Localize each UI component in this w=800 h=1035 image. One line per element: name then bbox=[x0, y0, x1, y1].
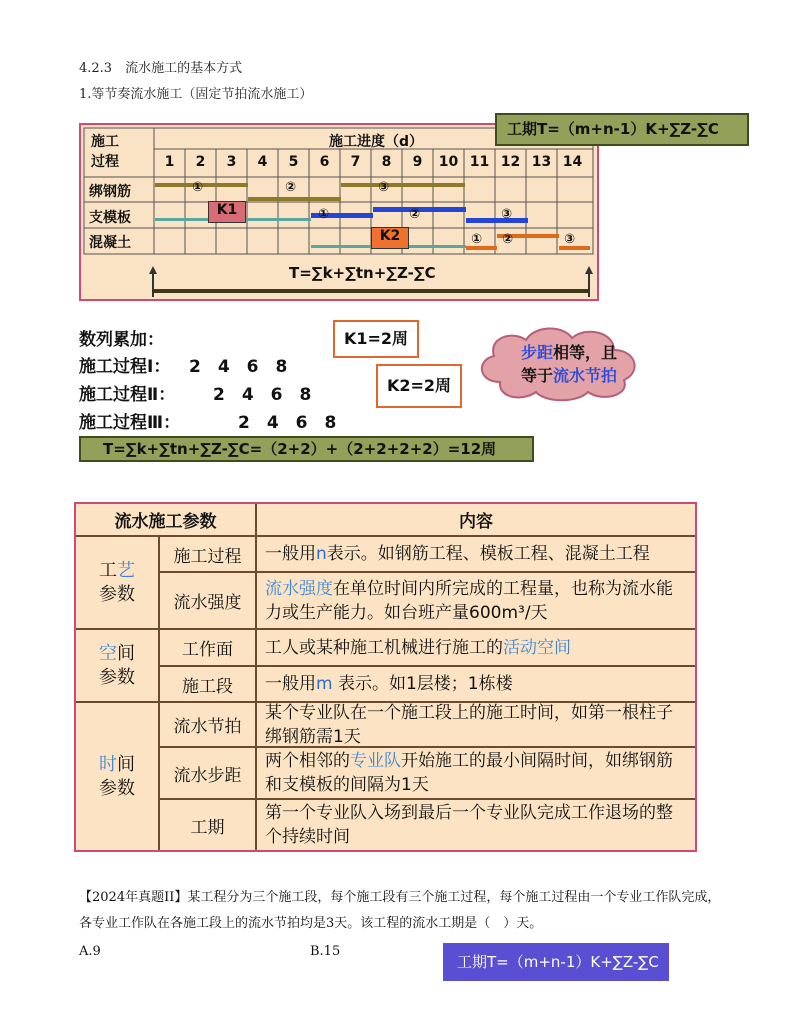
rebar-segment-1-marker: ① bbox=[192, 180, 204, 195]
exam-question: 【2024年真题II】某工程分为三个施工段，每个施工段有三个施工过程，每个施工过程由一个专业工作队完成，各专业工作队在各施工段上的流水节拍均是3天。该工程的流水工期是（ ）天。 bbox=[79, 890, 721, 931]
r1-a: 一般用 bbox=[265, 544, 316, 564]
formwork-segment-1-marker: ① bbox=[318, 207, 330, 222]
param-name-step: 流水步距 bbox=[160, 748, 257, 800]
group-process-params bbox=[76, 537, 160, 630]
section-heading: 4.2.3 流水施工的基本方式 bbox=[79, 61, 243, 76]
day-number: 8 bbox=[381, 154, 392, 170]
param-name-workface: 工作面 bbox=[160, 630, 257, 667]
cloud-note bbox=[499, 341, 639, 387]
day-number: 2 bbox=[195, 154, 206, 170]
total-duration-formula: T=∑k+∑tn+∑Z-∑C bbox=[289, 264, 436, 282]
day-number: 13 bbox=[531, 154, 552, 170]
option-a: A.9 bbox=[79, 944, 101, 959]
rebar-bar-2 bbox=[248, 197, 341, 201]
r2-b: 在单位时间内所完成的工程量，也称为流水能力或生产能力。如台班产量600m³/天 bbox=[265, 578, 673, 623]
r6-c: 开始施工的最小间隔时间，如绑钢筋和支模板的间隔为1天 bbox=[265, 751, 673, 795]
group-space-c: 参数 bbox=[99, 666, 135, 688]
group-time-a: 时 bbox=[99, 753, 117, 775]
param-name-segment: 施工段 bbox=[160, 667, 257, 703]
rebar-segment-2-marker: ② bbox=[285, 180, 297, 195]
cloud-part-1: 步距 bbox=[520, 343, 553, 362]
progress-title: 施工进度（d） bbox=[329, 134, 424, 150]
table-header-left: 流水施工参数 bbox=[76, 504, 257, 537]
concrete-segment-3-marker: ③ bbox=[564, 232, 576, 247]
day-number: 6 bbox=[319, 154, 330, 170]
total-duration-calculation: T=∑k+∑tn+∑Z-∑C=（2+2）+（2+2+2+2）=12周 bbox=[79, 436, 534, 462]
sequence-title: 数列累加： bbox=[79, 330, 164, 350]
day-number: 9 bbox=[412, 154, 423, 170]
formwork-segment-3-marker: ③ bbox=[501, 207, 513, 222]
subsection-heading: 1.等节奏流水施工（固定节拍流水施工） bbox=[79, 87, 313, 102]
group-time-c: 参数 bbox=[99, 777, 135, 799]
r3-a: 工人或某种施工机械进行施工的 bbox=[265, 637, 503, 658]
sequence-row-2-values: 2 4 6 8 bbox=[213, 385, 312, 405]
r4-c: 表示。如1层楼；1栋楼 bbox=[332, 674, 513, 694]
arrow-up-right-icon bbox=[585, 266, 593, 274]
day-number: 5 bbox=[288, 154, 299, 170]
r6-a: 两个相邻的 bbox=[265, 751, 350, 771]
row-label-concrete: 混凝土 bbox=[89, 235, 131, 251]
param-content-step bbox=[257, 748, 695, 800]
r1-b: n bbox=[316, 544, 327, 564]
k2-callout: K2=2周 bbox=[376, 364, 462, 408]
group-time-b: 间 bbox=[117, 753, 135, 775]
group-process-c: 参数 bbox=[99, 583, 135, 605]
param-name-beat: 流水节拍 bbox=[160, 703, 257, 748]
corner-label-1: 施工 bbox=[91, 134, 119, 150]
day-number: 3 bbox=[226, 154, 237, 170]
param-content-workface bbox=[257, 630, 695, 667]
row-label-rebar: 绑钢筋 bbox=[89, 184, 131, 200]
group-process-b: 艺 bbox=[117, 559, 135, 581]
cloud-part-4: 流水节拍 bbox=[553, 366, 618, 385]
param-content-segment bbox=[257, 667, 695, 703]
rebar-segment-3-marker: ③ bbox=[378, 180, 390, 195]
param-content-duration bbox=[257, 800, 695, 850]
row-label-formwork: 支模板 bbox=[89, 210, 131, 226]
group-space-b: 间 bbox=[117, 642, 135, 664]
r6-b: 专业队 bbox=[350, 751, 401, 771]
concrete-segment-1-marker: ① bbox=[471, 232, 483, 247]
r4-a: 一般用 bbox=[265, 674, 316, 694]
day-number: 4 bbox=[257, 154, 268, 170]
r7-a: 第一个专业队入场到最后一个专业队完成工作退场的整个持续时间 bbox=[265, 803, 673, 847]
sequence-row-3-label: 施工过程Ⅲ： bbox=[79, 413, 181, 433]
cloud-part-3: 等于 bbox=[520, 366, 553, 385]
param-name-process: 施工过程 bbox=[160, 537, 257, 573]
r4-b: m bbox=[316, 674, 333, 694]
day-number: 11 bbox=[469, 154, 490, 170]
r2-a: 流水强度 bbox=[265, 578, 333, 599]
gantt-chart-figure bbox=[79, 123, 599, 301]
param-name-duration: 工期 bbox=[160, 800, 257, 850]
param-name-intensity: 流水强度 bbox=[160, 573, 257, 630]
day-number: 1 bbox=[164, 154, 175, 170]
param-content-process bbox=[257, 537, 695, 573]
day-number: 14 bbox=[562, 154, 583, 170]
r5-a: 某个专业队在一个施工段上的施工时间，如第一根柱子绑钢筋需1天 bbox=[265, 702, 673, 747]
r3-b: 活动空间 bbox=[503, 637, 571, 658]
group-space-a: 空 bbox=[99, 642, 117, 664]
formwork-bar-3 bbox=[466, 218, 528, 223]
option-b: B.15 bbox=[310, 944, 341, 959]
cloud-part-2: 相等，且 bbox=[553, 343, 618, 362]
day-number: 10 bbox=[438, 154, 459, 170]
sequence-row-1-values: 2 4 6 8 bbox=[189, 357, 288, 377]
parameter-table bbox=[74, 502, 697, 852]
day-number: 12 bbox=[500, 154, 521, 170]
group-process-a: 工 bbox=[99, 559, 117, 581]
day-number: 7 bbox=[350, 154, 361, 170]
arrow-up-left-icon bbox=[149, 266, 157, 274]
formwork-segment-2-marker: ② bbox=[409, 207, 421, 222]
param-content-intensity bbox=[257, 573, 695, 630]
duration-formula-box: 工期T=（m+n-1）K+∑Z-∑C bbox=[495, 113, 749, 146]
k2-label: K2 bbox=[371, 227, 409, 249]
r1-c: 表示。如钢筋工程、模板工程、混凝土工程 bbox=[326, 544, 650, 564]
group-time-params bbox=[76, 703, 160, 850]
k1-callout: K1=2周 bbox=[333, 320, 419, 358]
sequence-row-3-values: 2 4 6 8 bbox=[238, 413, 337, 433]
sequence-row-1-label: 施工过程Ⅰ： bbox=[79, 357, 171, 377]
concrete-segment-2-marker: ② bbox=[502, 232, 514, 247]
group-space-params bbox=[76, 630, 160, 703]
k1-label: K1 bbox=[208, 201, 246, 223]
sequence-row-2-label: 施工过程Ⅱ： bbox=[79, 385, 176, 405]
param-content-beat bbox=[257, 703, 695, 748]
rebar-bar-3 bbox=[341, 183, 465, 187]
duration-formula-box-bottom: 工期T=（m+n-1）K+∑Z-∑C bbox=[443, 943, 669, 981]
table-header-right: 内容 bbox=[257, 504, 695, 537]
corner-label-2: 过程 bbox=[91, 154, 119, 170]
